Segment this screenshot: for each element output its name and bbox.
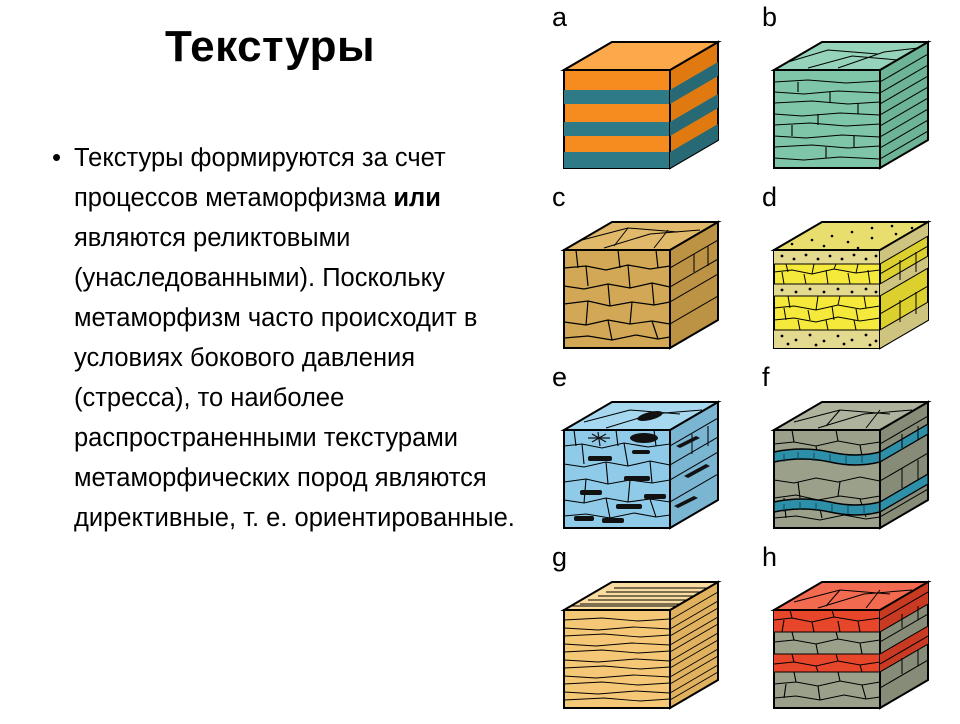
figure-cell-a [540,4,750,184]
page-title: Текстуры [164,22,376,71]
figure-label-g: g [552,542,568,572]
block-diagram-e [558,390,730,538]
block-diagram-h [768,570,940,718]
bullet-marker: • [52,142,62,172]
figure-cell-e [540,364,750,544]
block-diagram-f [768,390,940,538]
figure-cell-c [540,184,750,364]
block-diagram-d [768,210,940,358]
bullet-part-1: Текстуры формируются за счет процессов метаморфизма [74,144,446,212]
figure-cell-b [750,4,960,184]
figure-label-c: c [552,182,566,212]
figure-label-h: h [762,542,778,572]
bullet-part-2-bold: или [393,184,441,212]
list-item [52,138,522,538]
figure-label-a: a [552,2,568,32]
bullet-part-3: являются реликтовыми (унаследованными). Поскольку метаморфизм часто происходит в условиях бокового давления (стресса), то наиболее распространенными текстурами метаморфических пород являются директивные, т. е. ориентированные. [74,224,515,532]
figure-cell-f [750,364,960,544]
block-diagram-a [558,30,730,178]
bullet-paragraph [74,138,522,538]
figure-label-f: f [762,362,770,392]
figure-cell-g [540,544,750,724]
block-diagram-c [558,210,730,358]
bullet-list [52,138,522,538]
figure-cell-d [750,184,960,364]
figure-label-e: e [552,362,568,392]
block-diagram-b [768,30,940,178]
figure-cell-h [750,544,960,724]
figure-label-d: d [762,182,778,212]
figure-label-b: b [762,2,778,32]
block-diagram-g [558,570,730,718]
figure-column [540,0,960,720]
